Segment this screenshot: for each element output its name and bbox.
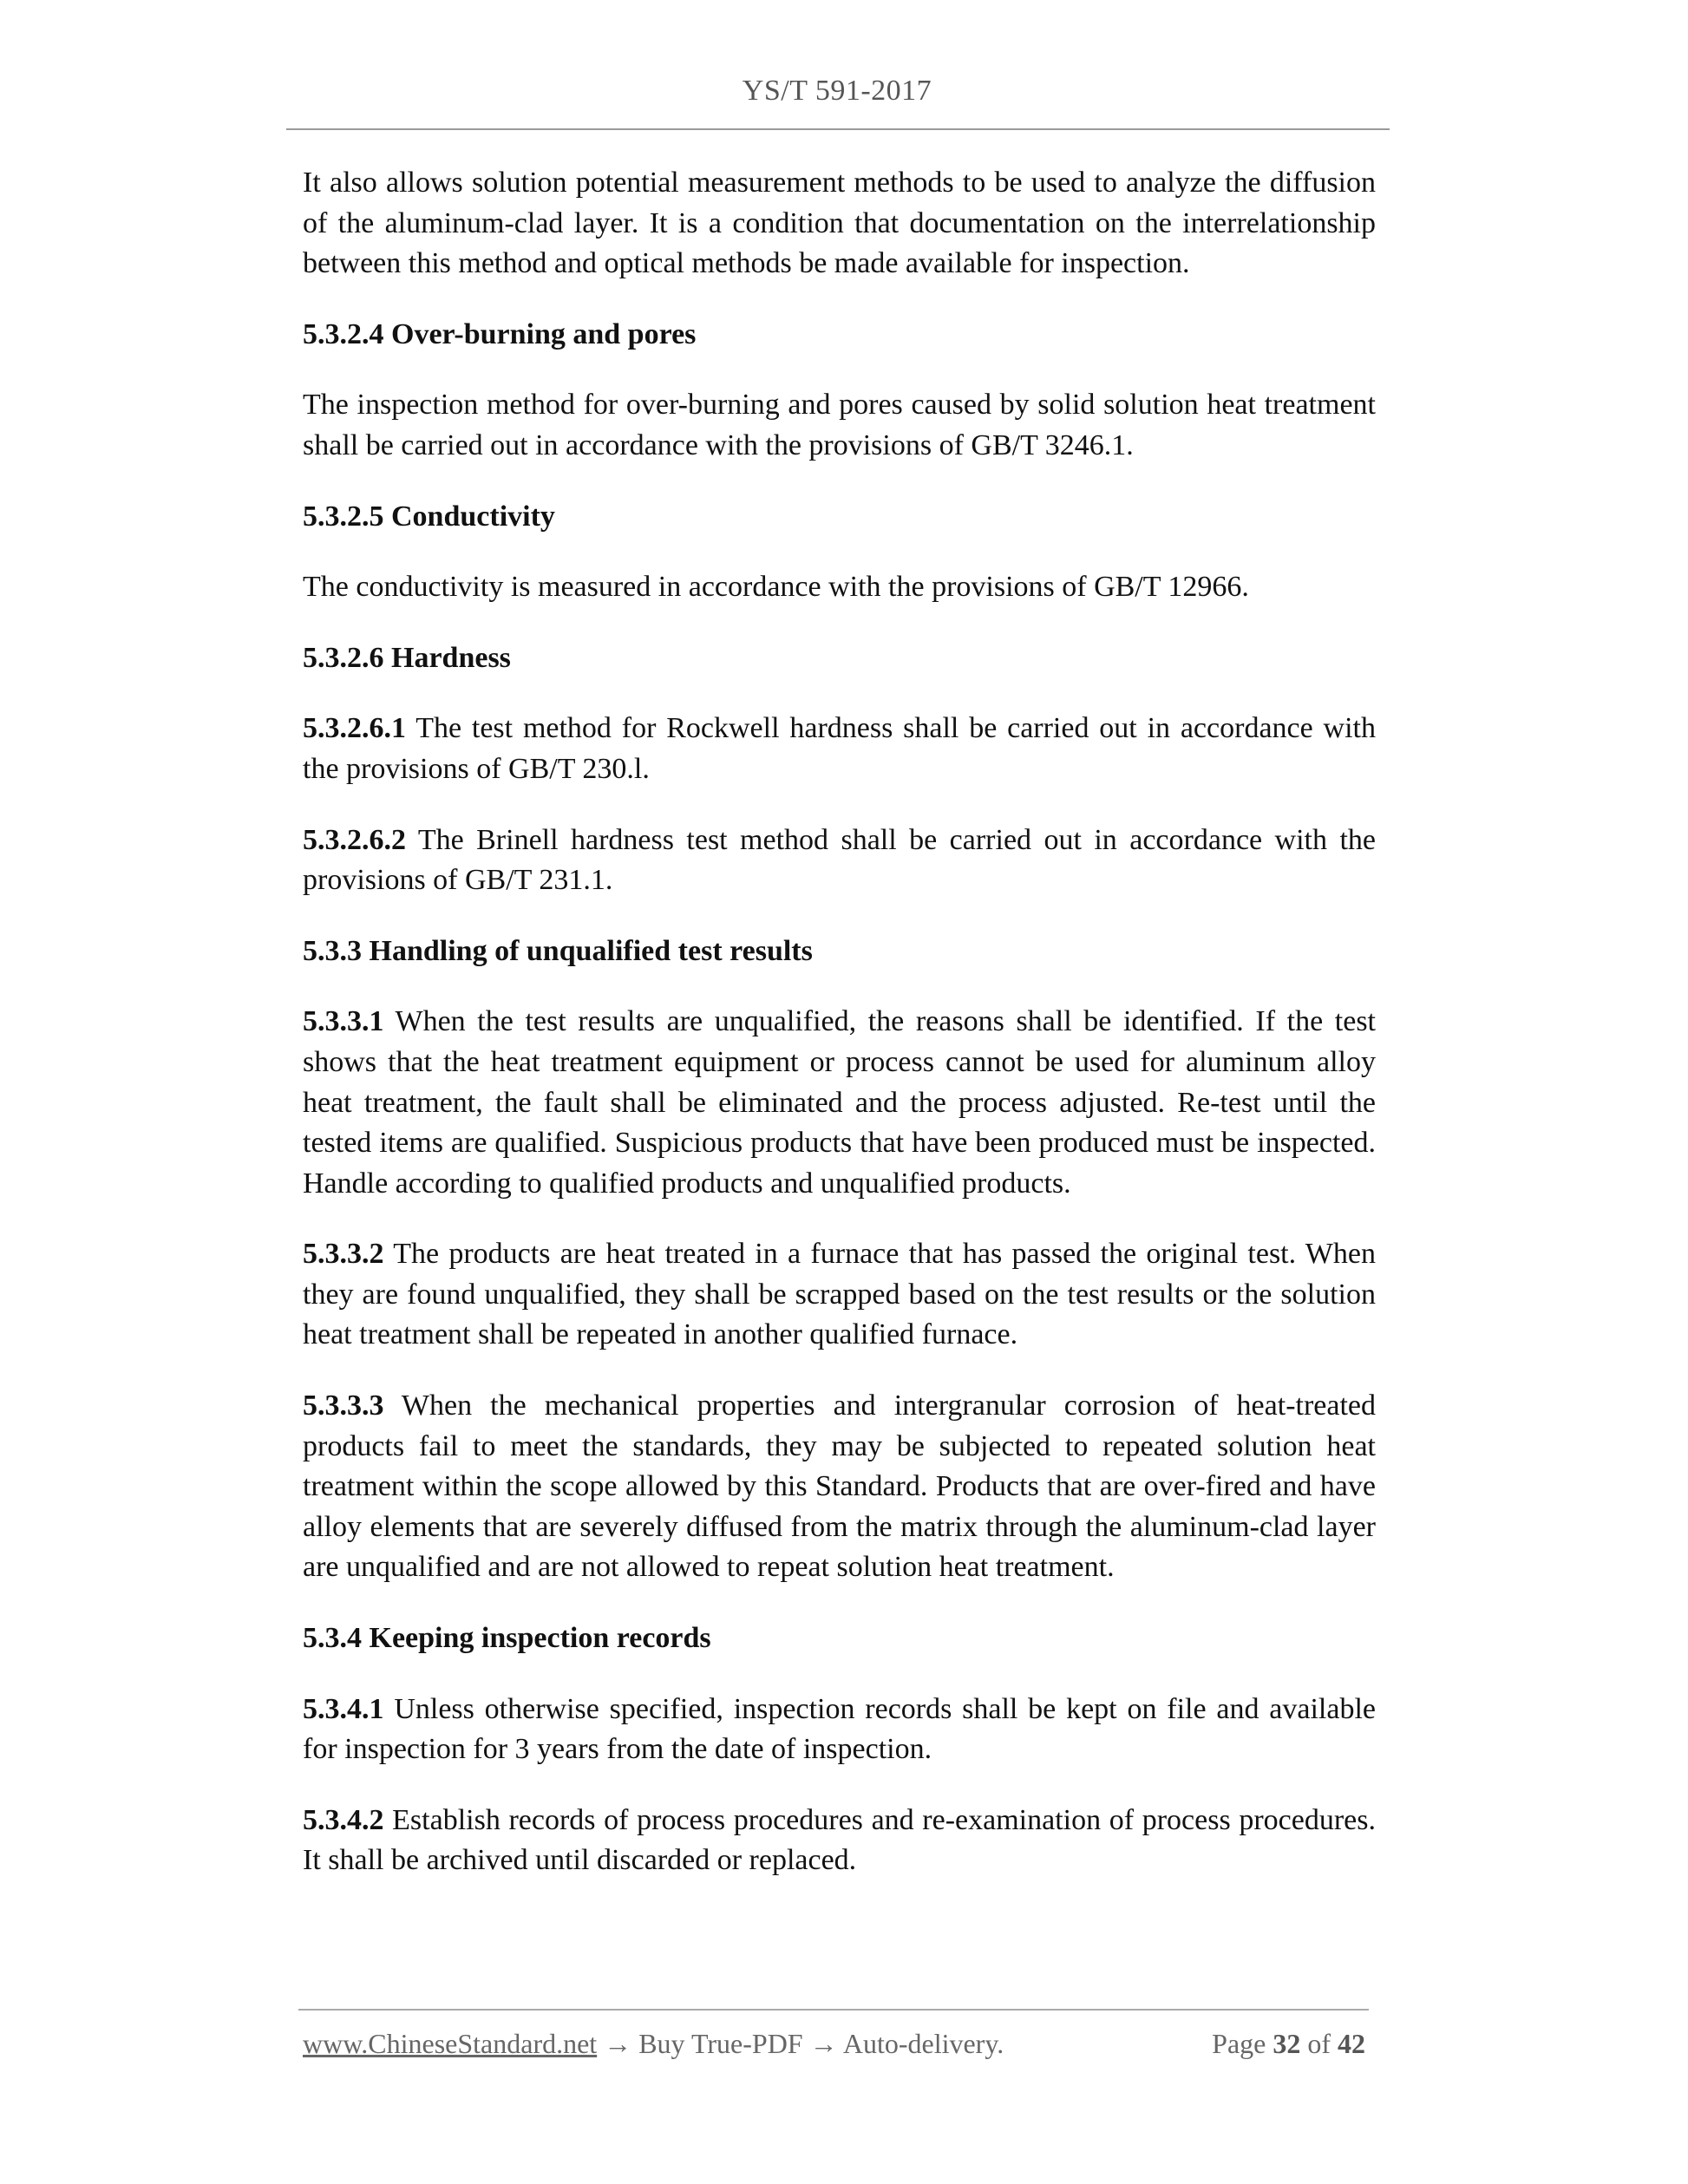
clause-number: 5.3.3.2 [303, 1238, 384, 1271]
running-header: YS/T 591-2017 [742, 75, 932, 107]
clause-number: 5.3.2.6.2 [303, 823, 406, 856]
clause-5-3-2-6-1 [303, 709, 1376, 789]
footer-promo [303, 2028, 1004, 2060]
page-of-label: of [1300, 2028, 1338, 2059]
page-label: Page [1212, 2028, 1273, 2059]
clause-number: 5.3.4.1 [303, 1692, 384, 1725]
paragraph-5-3-2-4: The inspection method for over-burning and pores caused by solid solution heat treatment shall be carried out in accordance with the provisions of GB/T 3246.1. [303, 389, 1376, 461]
clause-text: The test method for Rockwell hardness shall be carried out in accordance with the provisions of GB/T 230.l. [303, 712, 1376, 785]
footer-divider [298, 2009, 1369, 2011]
website-link[interactable]: www.ChineseStandard.net [303, 2028, 598, 2059]
clause-number: 5.3.3.1 [303, 1005, 384, 1038]
paragraph-5-3-2-5: The conductivity is measured in accordance with the provisions of GB/T 12966. [303, 571, 1249, 604]
clause-number: 5.3.4.2 [303, 1803, 384, 1836]
clause-5-3-3-1 [303, 1002, 1376, 1204]
clause-5-3-3-3 [303, 1386, 1376, 1588]
document-body [303, 163, 1376, 1912]
clause-text: When the mechanical properties and intergranular corrosion of heat-treated products fail to meet the standards, they may be subjected to repeated solution heat treatment within the scope allowed by this Standard. Products that are over-fired and have alloy elements that are severely diffused from the matrix through the aluminum-clad layer are unqualified and are not allowed to repeat solution heat treatment. [303, 1390, 1376, 1584]
heading-5-3-3: 5.3.3 Handling of unqualified test results [303, 934, 813, 967]
header-divider [286, 128, 1390, 130]
clause-5-3-4-1 [303, 1690, 1376, 1770]
footer-tagline: → Buy True-PDF → Auto-delivery. [597, 2028, 1004, 2059]
clause-5-3-2-6-2 [303, 821, 1376, 901]
page-current: 32 [1273, 2028, 1301, 2059]
clause-text: The Brinell hardness test method shall be carried out in accordance with the provisions of GB/T 231.1. [303, 823, 1376, 897]
heading-5-3-2-6: 5.3.2.6 Hardness [303, 641, 511, 674]
clause-text: Unless otherwise specified, inspection records shall be kept on file and available for inspection for 3 years from the date of inspection. [303, 1692, 1376, 1766]
heading-5-3-4: 5.3.4 Keeping inspection records [303, 1622, 711, 1655]
paragraph-intro: It also allows solution potential measurement methods to be used to analyze the diffusion of the aluminum-clad layer. It is a condition that documentation on the interrelationship between this method and optical methods be made available for inspection. [303, 167, 1376, 280]
heading-5-3-2-5: 5.3.2.5 Conductivity [303, 500, 555, 533]
clause-number: 5.3.3.3 [303, 1390, 384, 1422]
page-total: 42 [1338, 2028, 1365, 2059]
clause-text: The products are heat treated in a furnace that has passed the original test. When they are found unqualified, they shall be scrapped based on the test results or the solution heat treatment shall be repeated in another qualified furnace. [303, 1238, 1376, 1351]
clause-5-3-3-2 [303, 1234, 1376, 1356]
heading-5-3-2-4: 5.3.2.4 Over-burning and pores [303, 317, 697, 350]
clause-5-3-4-2 [303, 1801, 1376, 1881]
page-indicator [1212, 2028, 1365, 2060]
clause-text: Establish records of process procedures and re-examination of process procedures. It shall be archived until discarded or replaced. [303, 1803, 1376, 1877]
clause-text: When the test results are unqualified, the reasons shall be identified. If the test shows that the heat treatment equipment or process cannot be used for aluminum alloy heat treatment, the fault shall be eliminated and the process adjusted. Re-test until the tested items are qualified. Suspicious products that have been produced must be inspected. Handle according to qualified products and unqualified products. [303, 1005, 1376, 1200]
clause-number: 5.3.2.6.1 [303, 712, 406, 745]
